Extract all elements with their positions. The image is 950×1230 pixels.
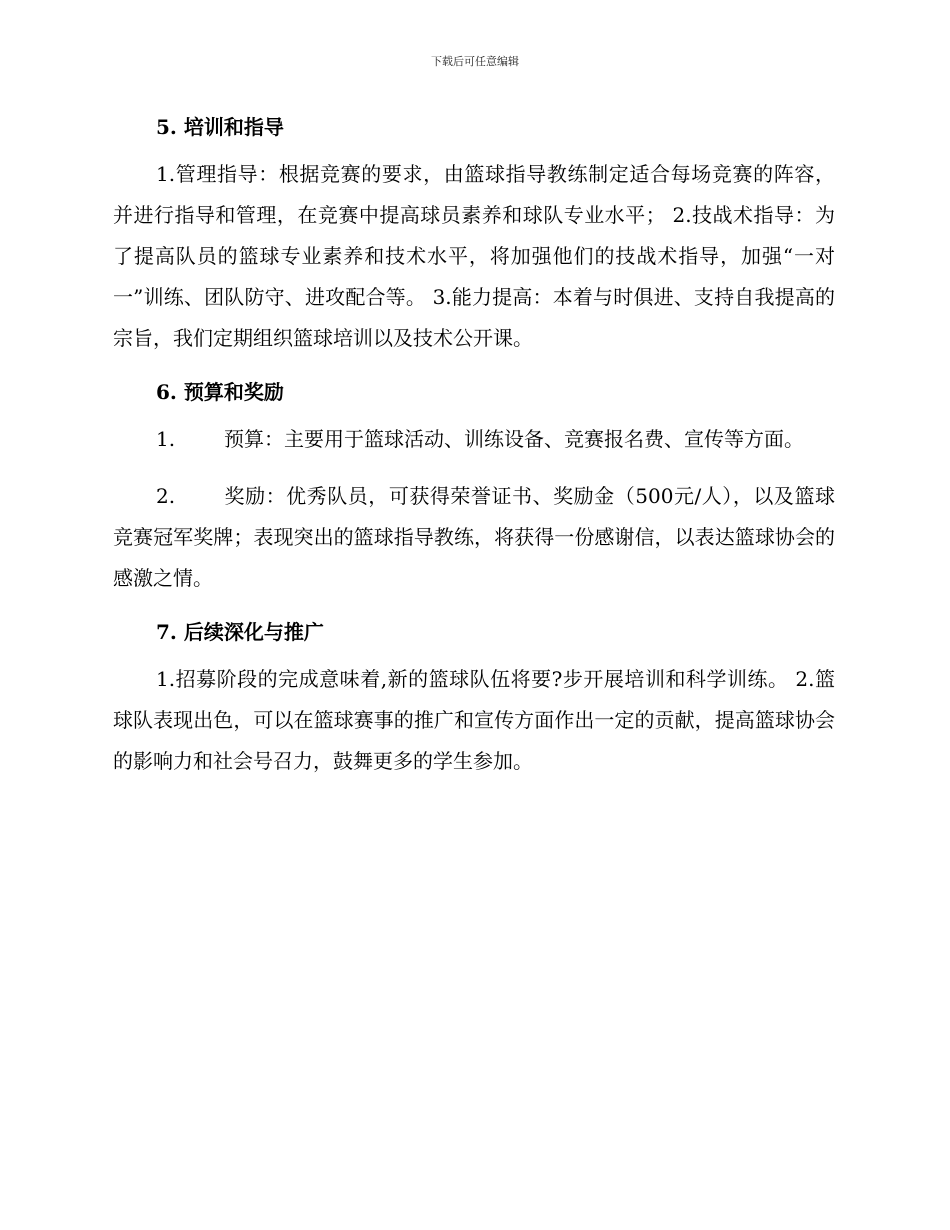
paragraph-training: 1.管理指导：根据竞赛的要求，由篮球指导教练制定适合每场竞赛的阵容，并进行指导和管理，在竞赛中提高球员素养和球队专业水平； 2.技战术指导：为了提高队员的篮球专业素养和技术水平，将加强他们的技战术指导，加强“一对一”训练、团队防守、进攻配合等。 3.能力提高：本着与时俱进、支持自我提高的宗旨，我们定期组织篮球培训以及技术公开课。 <box>113 162 835 350</box>
paragraph-followup: 1.招募阶段的完成意味着,新的篮球队伍将要?步开展培训和科学训练。 2.篮球队表现出色，可以在篮球赛事的推广和宣传方面作出一定的贡献，提高篮球协会的影响力和社会号召力，鼓舞更多的学生参加。 <box>113 667 835 773</box>
section-heading-budget: 6. 预算和奖励 <box>156 380 284 404</box>
list-item-text: 奖励：优秀队员，可获得荣誉证书、奖励金（500元/人），以及篮球竞赛冠军奖牌；表现突出的篮球指导教练，将获得一份感谢信，以表达篮球协会的感激之情。 <box>113 484 835 590</box>
list-item-text: 预算：主要用于篮球活动、训练设备、竞赛报名费、宣传等方面。 <box>224 427 804 451</box>
list-item-number: 2. <box>156 484 176 508</box>
document-body <box>113 110 835 782</box>
section-heading-followup: 7. 后续深化与推广 <box>156 620 324 644</box>
page-header: 下载后可任意编辑 <box>431 55 519 68</box>
section-heading-training: 5. 培训和指导 <box>156 115 284 139</box>
list-item-budget <box>113 419 835 460</box>
list-item-number: 1. <box>156 427 176 451</box>
list-item-reward <box>113 476 835 599</box>
